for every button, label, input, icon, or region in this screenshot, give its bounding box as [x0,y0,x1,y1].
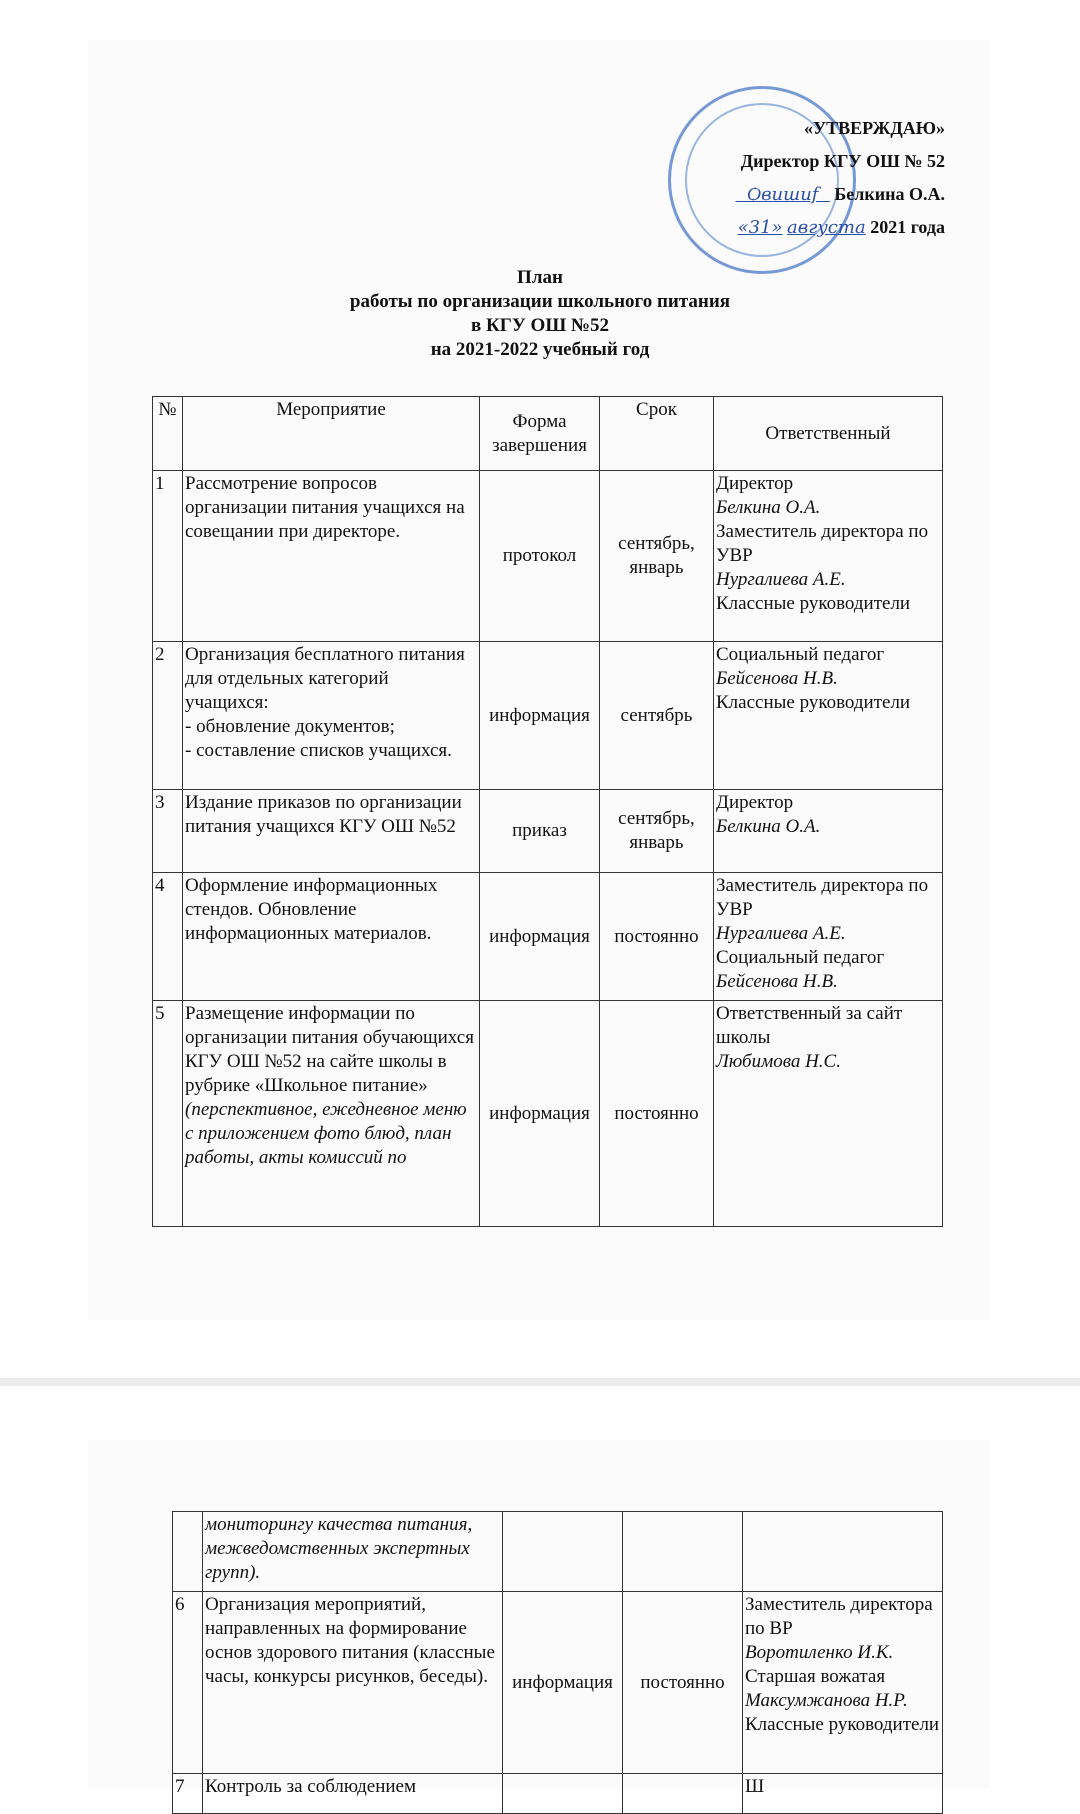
row-responsible [714,790,943,873]
row-number: 1 [153,471,183,642]
responsible-name: Белкина О.А. [716,497,821,518]
event-text: Размещение информации по организации питания обучающихся КГУ ОШ №52 на сайте школы в рубрике «Школьное питание» [185,1003,474,1096]
document-title [0,266,1080,362]
event-text: Оформление информационных стендов. Обновление информационных материалов. [185,875,438,944]
row-term [623,1774,743,1814]
row-number: 4 [153,873,183,1001]
row-responsible [714,1001,943,1227]
responsible-name: Белкина О.А. [716,816,821,837]
row-responsible [743,1512,943,1592]
title-line: работы по организации школьного питания [349,291,731,312]
row-number: 3 [153,790,183,873]
row-event [183,873,480,1001]
row-form: информация [480,873,600,1001]
date-month: августа [787,217,866,238]
row-event [183,1001,480,1227]
header-term: Срок [600,397,714,471]
table-row [153,471,943,642]
row-form: информация [480,1001,600,1227]
row-responsible [714,471,943,642]
table-row [153,790,943,873]
approval-signature-line [700,178,945,211]
table-header [153,397,943,471]
responsible-role: Директор [716,792,794,813]
responsible-role: Заместитель директора по УВР [716,521,929,566]
title-line: План [517,267,563,288]
event-note: мониторингу качества питания, межведомственных экспертных групп). [205,1514,473,1583]
table-row [153,642,943,790]
responsible-role: Классные руководители [716,593,911,614]
responsible-name: Любимова Н.С. [716,1051,841,1072]
approval-block [700,112,945,244]
responsible-role: Заместитель директора по ВР [745,1594,933,1639]
responsible-role: Классные руководители [716,692,911,713]
responsible-name: Максумжанова Н.Р. [745,1690,908,1711]
event-text: - составление списков учащихся. [185,740,452,761]
row-term: сентябрь, январь [600,790,714,873]
row-term [623,1512,743,1592]
table-row [173,1774,943,1814]
event-text: Организация бесплатного питания для отдельных категорий учащихся: [185,644,465,713]
event-text: Издание приказов по организации питания учащихся КГУ ОШ №52 [185,792,462,837]
row-term: постоянно [600,1001,714,1227]
responsible-role: Заместитель директора по УВР [716,875,929,920]
date-year: 2021 года [870,217,945,237]
row-event [183,790,480,873]
approval-heading: «УТВЕРЖДАЮ» [803,118,945,138]
event-text: Организация мероприятий, направленных на формирование основ здорового питания (классные часы, конкурсы рисунков, беседы). [205,1594,495,1687]
row-form: информация [503,1592,623,1774]
event-text: - обновление документов; [185,716,395,737]
responsible-role: Старшая вожатая [745,1666,886,1687]
table-row [153,873,943,1001]
row-responsible [714,642,943,790]
event-note: (перспективное, ежедневное меню с приложением фото блюд, план работы, акты комиссий по [185,1099,467,1168]
responsible-role: Ш [745,1776,765,1797]
page-separator [0,1378,1080,1386]
row-event [183,642,480,790]
responsible-role: Директор [716,473,794,494]
event-text: Контроль за соблюдением [205,1776,416,1797]
table-row [173,1592,943,1774]
row-event [183,471,480,642]
approval-position: Директор КГУ ОШ № 52 [740,151,945,171]
row-number: 2 [153,642,183,790]
responsible-role: Социальный педагог [716,644,885,665]
responsible-name: Нургалиева А.Е. [716,923,846,944]
header-form: Форма завершения [480,397,600,471]
approval-name: Белкина О.А. [834,184,945,204]
responsible-role: Социальный педагог [716,947,885,968]
row-responsible [714,873,943,1001]
row-form [503,1512,623,1592]
title-line: на 2021-2022 учебный год [430,339,650,360]
row-event [203,1512,503,1592]
title-line: в КГУ ОШ №52 [470,315,610,336]
row-term: постоянно [623,1592,743,1774]
row-responsible [743,1774,943,1814]
plan-table [152,396,943,1227]
row-number: 5 [153,1001,183,1227]
table-row [173,1512,943,1592]
header-number: № [153,397,183,471]
row-number: 7 [173,1774,203,1814]
responsible-name: Воротиленко И.К. [745,1642,894,1663]
row-form: приказ [480,790,600,873]
row-number [173,1512,203,1592]
approval-date [700,211,945,244]
row-event [203,1774,503,1814]
plan-table-continued [172,1511,943,1814]
date-day: «31» [737,217,783,238]
row-event [203,1592,503,1774]
header-event: Мероприятие [183,397,480,471]
table-row [153,1001,943,1227]
responsible-name: Бейсенова Н.В. [716,668,838,689]
row-form: информация [480,642,600,790]
header-responsible: Ответственный [714,397,943,471]
responsible-name: Бейсенова Н.В. [716,971,838,992]
responsible-role: Ответственный за сайт школы [716,1003,903,1048]
row-form: протокол [480,471,600,642]
signature: Ѻвишиf [735,184,830,205]
row-term: сентябрь [600,642,714,790]
row-number: 6 [173,1592,203,1774]
row-responsible [743,1592,943,1774]
row-term: постоянно [600,873,714,1001]
row-form [503,1774,623,1814]
row-term: сентябрь, январь [600,471,714,642]
responsible-name: Нургалиева А.Е. [716,569,846,590]
responsible-role: Классные руководители [745,1714,940,1735]
event-text: Рассмотрение вопросов организации питания учащихся на совещании при директоре. [185,473,465,542]
